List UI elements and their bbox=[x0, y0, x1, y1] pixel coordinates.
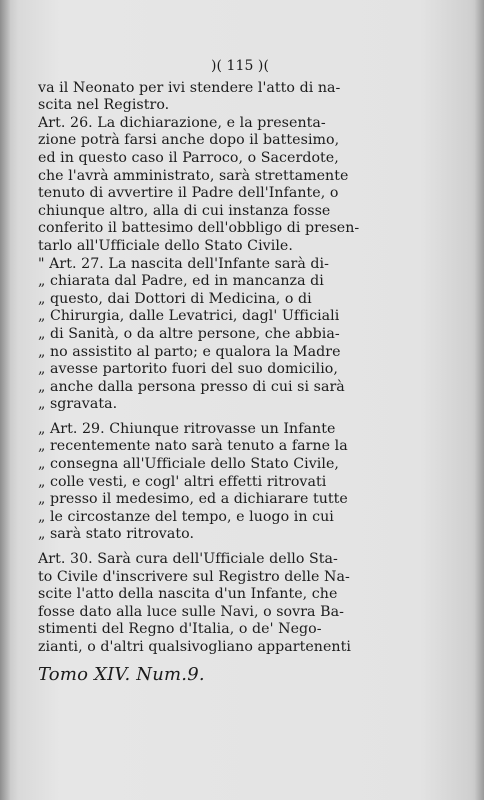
text-line: " Art. 27. La nascita dell'Infante sarà di- bbox=[38, 255, 329, 272]
text-line: va il Neonato per ivi stendere l'atto di na- bbox=[38, 79, 341, 96]
paragraph-gap bbox=[38, 544, 442, 551]
text-line: „ recentemente nato sarà tenuto a farne la bbox=[38, 438, 348, 455]
text-line: scite l'atto della nascita d'un Infante, che bbox=[38, 586, 338, 603]
text-line: „ sgravata. bbox=[38, 396, 118, 413]
text-line: Art. 26. La dichiarazione, e la presenta- bbox=[38, 114, 326, 131]
text-line: „ questo, dai Dottori di Medicina, o di bbox=[38, 290, 312, 307]
text-line: to Civile d'inscrivere sul Registro delle Na- bbox=[38, 568, 350, 585]
text-line: „ le circostanze del tempo, e luogo in cui bbox=[38, 508, 334, 525]
text-line: Art. 30. Sarà cura dell'Ufficiale dello Sta- bbox=[38, 551, 338, 568]
text-line: „ Art. 29. Chiunque ritrovasse un Infante bbox=[38, 420, 336, 437]
text-line: „ consegna all'Ufficiale dello Stato Civile, bbox=[38, 456, 339, 473]
page-footer-signature: Tomo XIV. Num.9. bbox=[38, 663, 205, 685]
text-line: che l'avrà amministrato, sarà strettamente bbox=[38, 167, 349, 184]
page-text-block bbox=[38, 58, 442, 686]
text-line: fosse dato alla luce sulle Navi, o sovra Ba- bbox=[38, 603, 344, 620]
page-left-edge bbox=[0, 0, 10, 800]
text-line: „ avesse partorito fuori del suo domicilio, bbox=[38, 361, 338, 378]
text-line: „ presso il medesimo, ed a dichiarare tutte bbox=[38, 491, 348, 508]
text-line: „ no assistito al parto; e qualora la Madre bbox=[38, 343, 341, 360]
paragraph-gap bbox=[38, 414, 442, 421]
page-right-edge bbox=[474, 0, 484, 800]
text-line: „ di Sanità, o da altre persone, che abbia- bbox=[38, 325, 340, 342]
text-line: zianti, o d'altri qualsivogliano appartenenti bbox=[38, 639, 351, 655]
text-line: ed in questo caso il Parroco, o Sacerdote, bbox=[38, 149, 339, 166]
text-line: „ sarà stato ritrovato. bbox=[38, 526, 195, 543]
text-line: conferito il battesimo dell'obbligo di presen- bbox=[38, 220, 360, 237]
text-line: scita nel Registro. bbox=[38, 97, 170, 114]
text-line: „ colle vesti, e cogl' altri effetti ritrovati bbox=[38, 473, 327, 490]
text-line: zione potrà farsi anche dopo il battesimo, bbox=[38, 132, 340, 149]
text-line: „ Chirurgia, dalle Levatrici, dagl' Ufficiali bbox=[38, 308, 340, 325]
page-number-header: )( 115 )( bbox=[211, 58, 269, 74]
text-line: tarlo all'Ufficiale dello Stato Civile. bbox=[38, 237, 293, 254]
text-line: tenuto di avvertire il Padre dell'Infante, o bbox=[38, 185, 339, 202]
text-line: chiunque altro, alla di cui instanza fosse bbox=[38, 202, 331, 219]
text-line: „ anche dalla persona presso di cui si sarà bbox=[38, 378, 345, 395]
text-line: stimenti del Regno d'Italia, o de' Nego- bbox=[38, 621, 322, 638]
text-line: „ chiarata dal Padre, ed in mancanza di bbox=[38, 273, 324, 290]
